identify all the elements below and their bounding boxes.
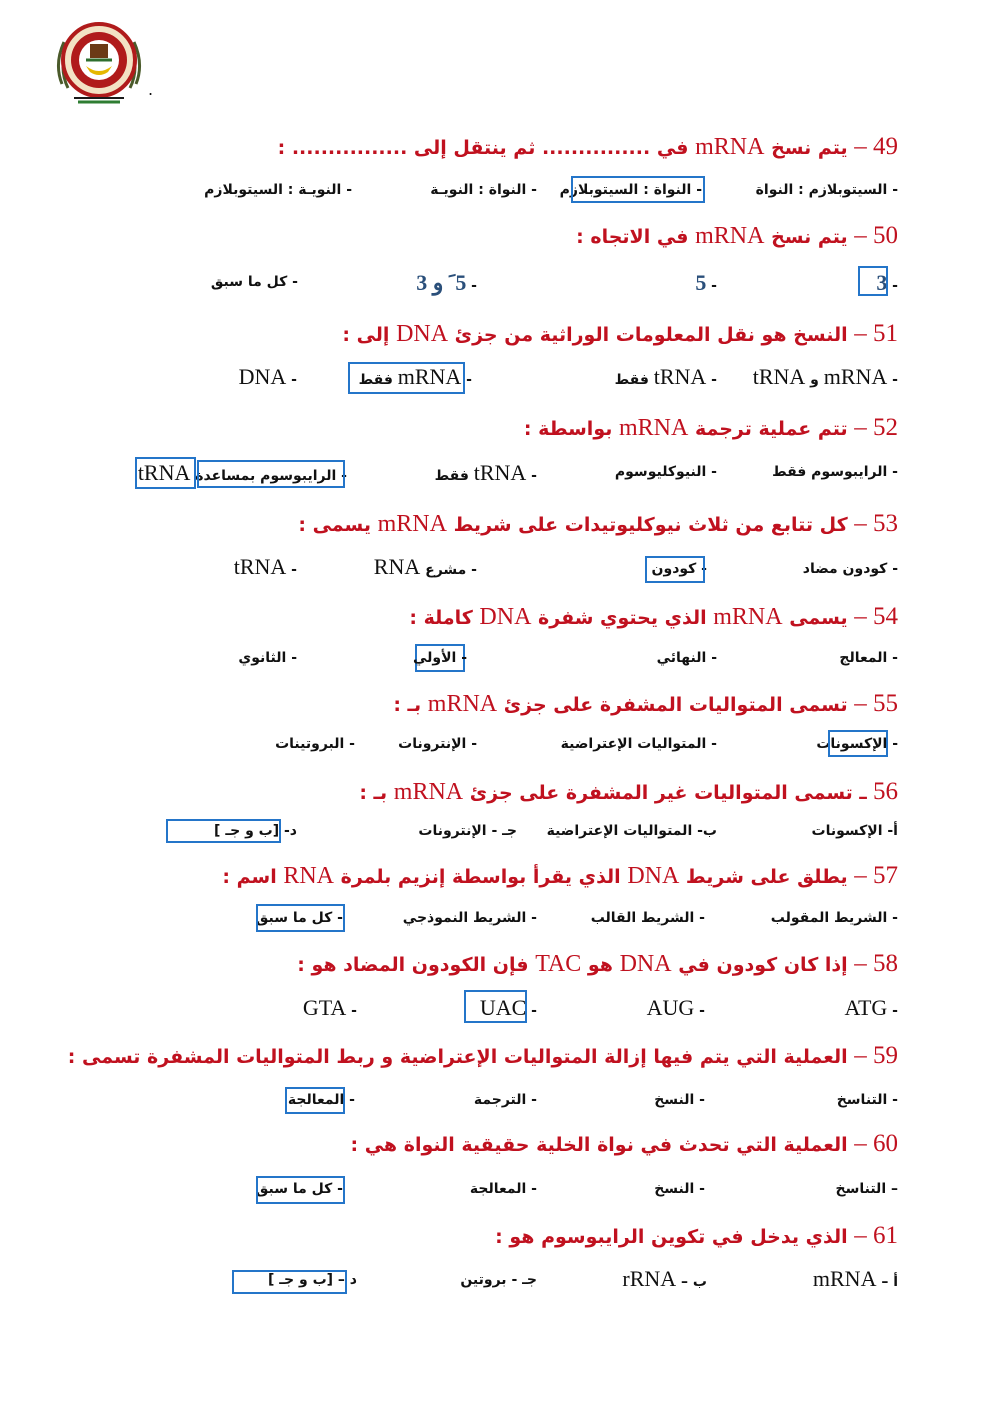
option-b[interactable]: - AUG [646,995,705,1020]
answer-box [645,556,705,583]
option-d[interactable]: د – [ب و جـ ] [267,1272,357,1288]
answer-box [285,1087,345,1114]
school-logo [44,14,154,110]
option-a[interactable]: - الرايبوسوم فقط [772,464,898,480]
option-a[interactable]: - الإكسونات [816,736,898,752]
answer-box [571,176,705,203]
option-d[interactable]: - النويـة : السيتوبلازم [204,182,352,198]
question-57: 57 – يطلق على شريط DNA الذي يقرأ بواسطة إنزيم بلمرة RNA اسم : [222,862,898,889]
answer-box [348,362,465,394]
question-53: 53 – كل تتابع من ثلاث نيوكليوتيدات على شريط mRNA يسمى : [298,510,898,537]
option-d[interactable]: - كل ما سبق [255,1181,343,1197]
option-c[interactable]: جـ - الإنترونات [418,823,517,839]
option-c[interactable]: - الإنترونات [398,736,477,752]
option-d[interactable]: - البروتينات [275,736,355,752]
option-c[interactable]: - الأولي [412,650,467,666]
answer-box [464,990,527,1023]
option-a[interactable]: - المعالج [839,650,898,666]
option-a[interactable]: - التناسخ [836,1092,898,1108]
answer-box [256,1176,345,1204]
option-b[interactable]: - النسخ [654,1181,705,1197]
option-b[interactable]: - النواة : السيتوبلازم [559,182,702,198]
question-number: 49 – [854,133,898,160]
question-50: 50 – يتم نسخ mRNA في الاتجاه : [576,222,898,249]
question-55: 55 – تسمى المتواليات المشفرة على جزئ mRNA بـ : [393,690,898,717]
option-b[interactable]: ب – rRNA [622,1266,707,1291]
question-54: 54 – يسمى mRNA الذي يحتوي شفرة DNA كاملة : [409,603,898,630]
option-c[interactable]: - الترجمة [473,1092,537,1108]
option-c[interactable]: - المعالجة [469,1181,537,1197]
option-b[interactable]: - 5 َ [672,270,717,295]
answer-box [166,819,281,843]
option-a[interactable]: - الشريط المقولب [770,910,898,926]
option-b[interactable]: - النهائي [656,650,717,666]
option-b[interactable]: - كودون [651,561,707,577]
answer-box [232,1270,347,1294]
option-a[interactable]: – التناسخ [835,1181,898,1197]
option-c[interactable]: - tRNA فقط [434,460,537,485]
option-d[interactable]: - tRNA [233,554,297,579]
option-c[interactable]: - 5 َ و 3 َ [393,270,477,295]
answer-box [197,460,345,488]
question-60: 60 – العملية التي تحدث في نواة الخلية حقيقية النواة هي : [350,1130,898,1157]
question-52: 52 – تتم عملية ترجمة mRNA بواسطة : [523,414,898,441]
option-b[interactable]: - النسخ [654,1092,705,1108]
option-b[interactable]: - tRNA فقط [614,364,717,389]
question-56: 56 ـ تسمى المتواليات غير المشفرة على جزئ mRNA بـ : [359,778,898,805]
question-51: 51 – النسخ هو نقل المعلومات الوراثية من جزئ DNA إلى : [342,320,898,347]
option-c[interactable]: - الشريط النموذجي [402,910,537,926]
option-d[interactable]: - المعالجة [287,1092,355,1108]
option-c[interactable]: - UAC [479,995,537,1020]
option-d[interactable]: - DNA [238,364,297,389]
option-a[interactable]: أ – mRNA [812,1266,898,1291]
option-a[interactable]: أ- الإكسونات [811,823,898,839]
option-b[interactable]: - الشريط القالب [590,910,705,926]
option-a[interactable]: - mRNA و tRNA [752,364,898,389]
question-49: 49 – يتم نسخ mRNA في ............... ثم ينتقل إلى ................ : [277,133,898,160]
answer-box [828,730,888,757]
stray-dot: . [148,80,154,99]
option-d[interactable]: - كل ما سبق [255,910,343,926]
option-b[interactable]: - النيوكليوسوم [614,464,717,480]
answer-box-trna [135,457,196,489]
option-d[interactable]: - الرايبوسوم بمساعدة tRNA [137,460,347,485]
option-c[interactable]: - النواة : النويـة [430,182,537,198]
option-a[interactable]: - 3 َ [853,270,898,295]
option-a[interactable]: - كودون مضاد [802,561,898,577]
option-d[interactable]: - كل ما سبق [210,274,298,290]
answer-box [858,266,888,296]
question-58: 58 – إذا كان كودون في DNA هو TAC فإن الكودون المضاد هو : [297,950,898,977]
answer-box [256,904,345,932]
option-c[interactable]: - مشرع RNA [373,554,477,579]
option-b[interactable]: - المتواليات الإعتراضية [560,736,717,752]
option-d[interactable]: - الثانوي [238,650,297,666]
option-d[interactable]: - GTA [302,995,357,1020]
option-d[interactable]: د- [ب و جـ ] [214,823,297,839]
option-a[interactable]: - السيتوبلازم : النواة [755,182,898,198]
question-61: 61 – الذي يدخل في تكوين الرايبوسوم هو : [495,1222,898,1249]
option-c[interactable]: - mRNA فقط [358,364,472,389]
option-b[interactable]: ب- المتواليات الإعتراضية [546,823,717,839]
option-a[interactable]: - ATG [844,995,898,1020]
option-c[interactable]: جـ - بروتين [460,1272,537,1288]
question-59: 59 – العملية التي يتم فيها إزالة المتواليات الإعتراضية و ربط المتواليات المشفرة تسمى : [67,1042,898,1069]
